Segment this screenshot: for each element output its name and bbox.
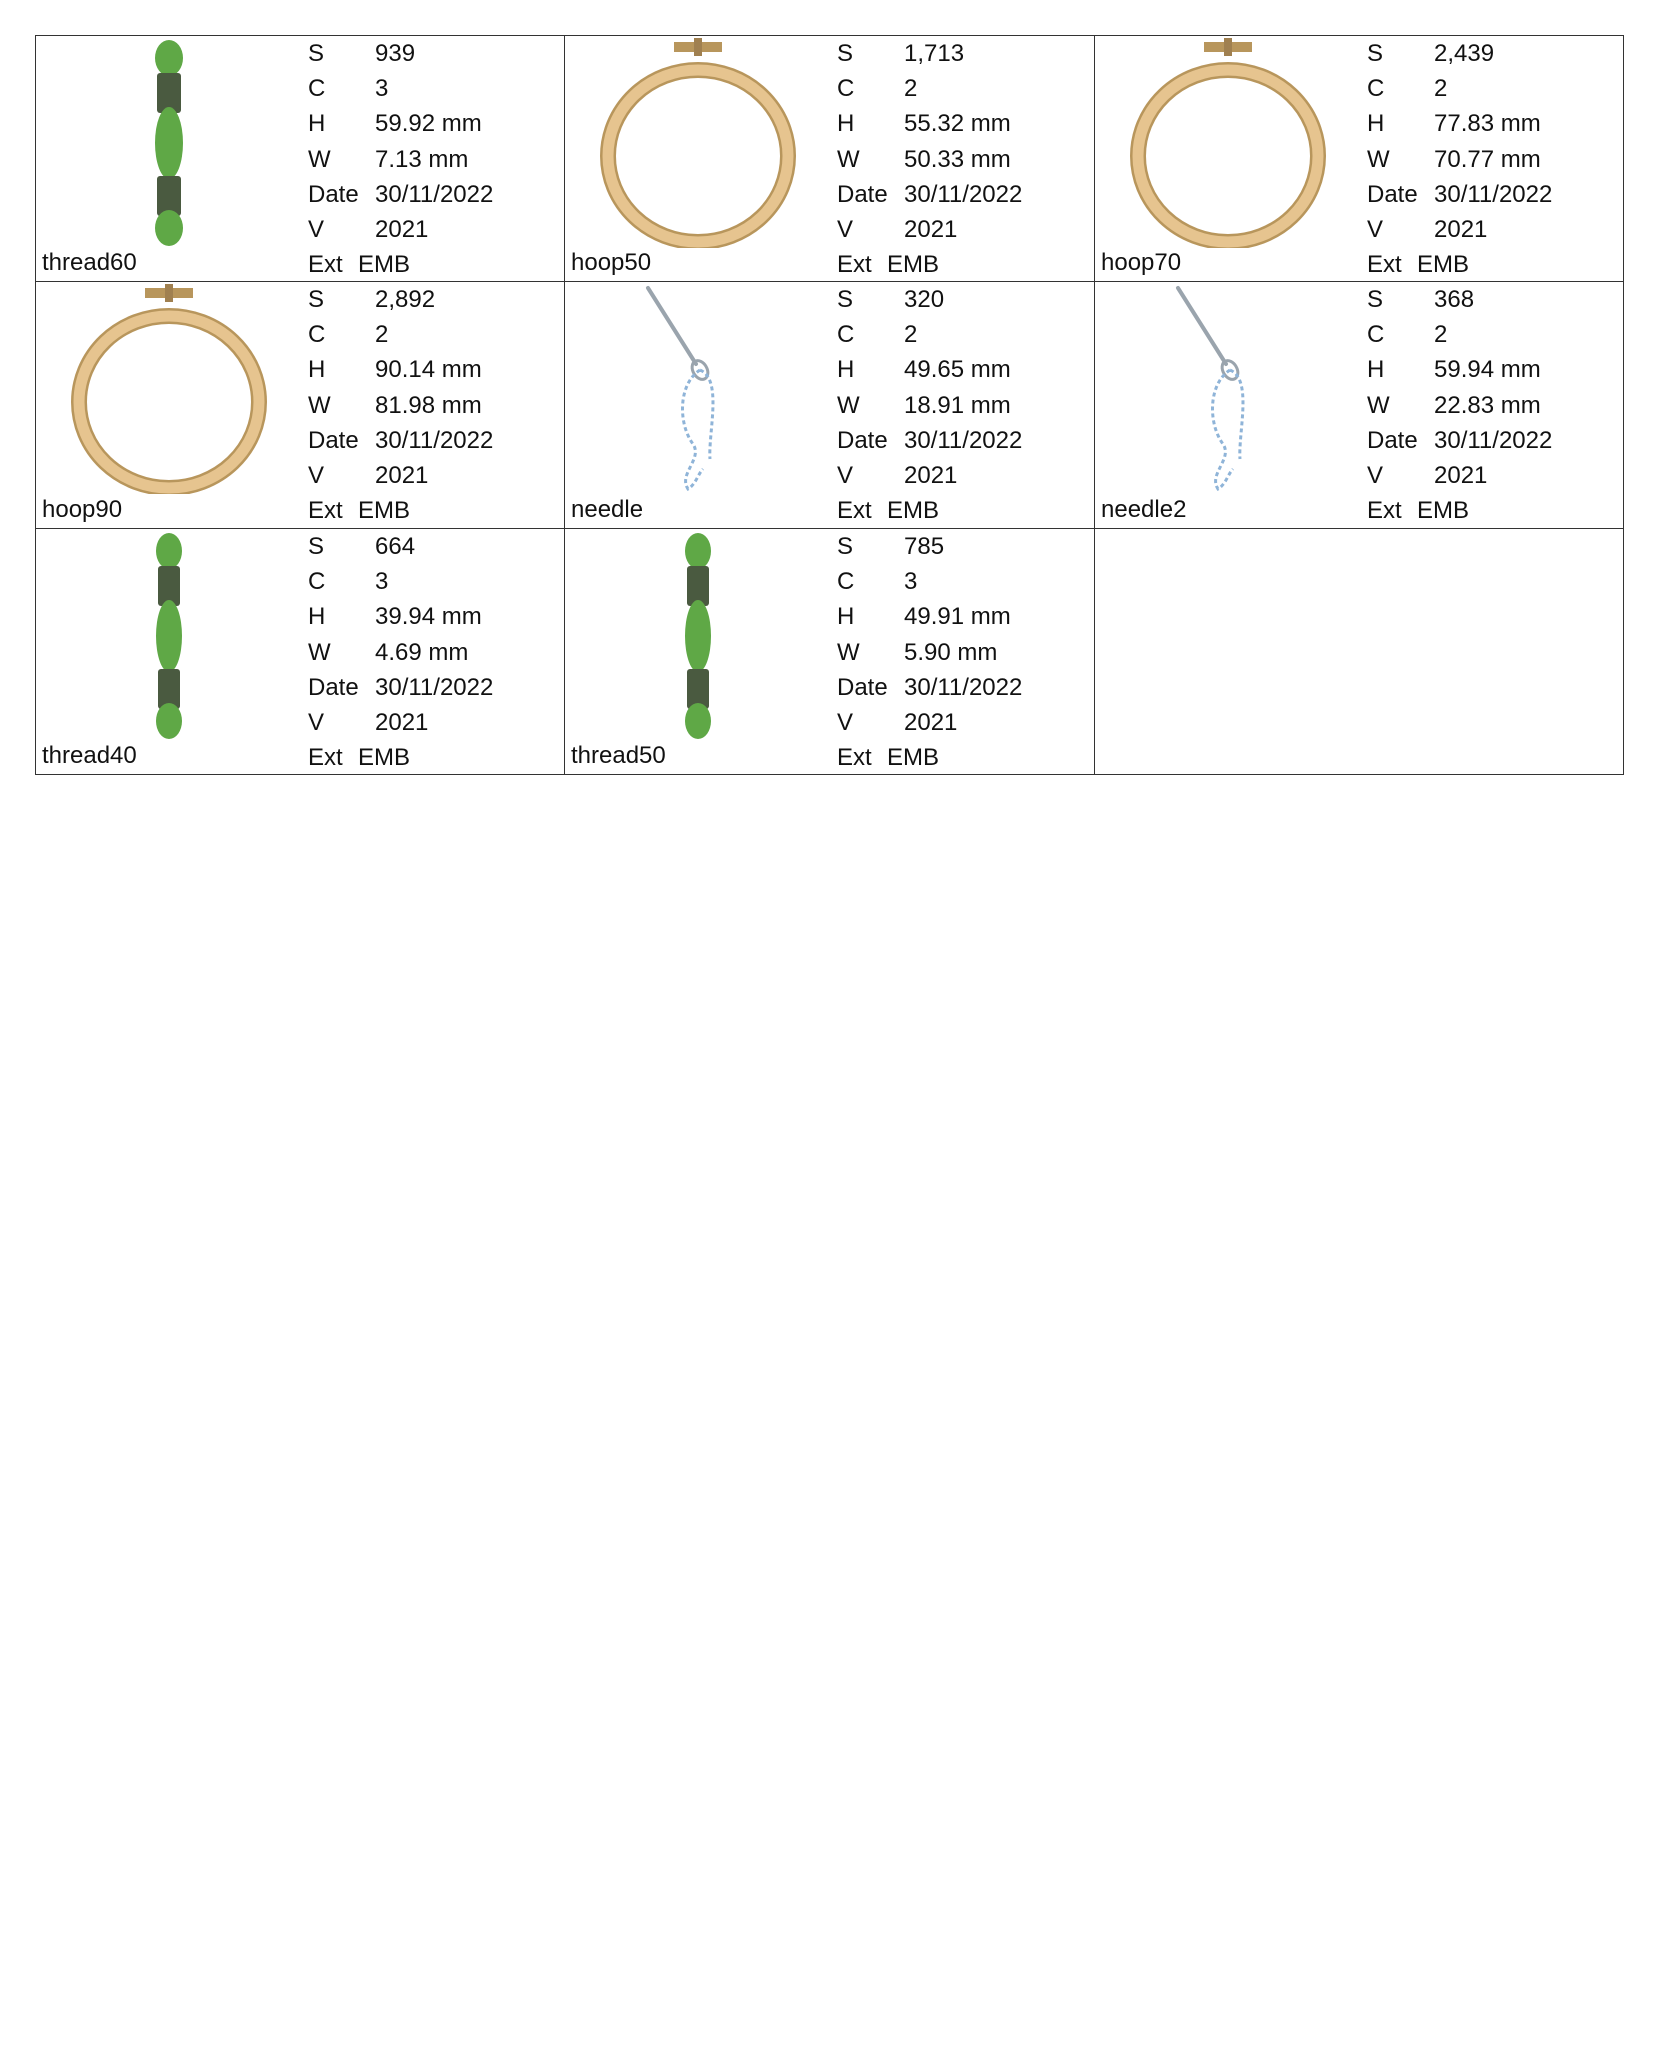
label-w: W [837, 145, 860, 173]
design-properties [1367, 38, 1617, 284]
label-date: Date [308, 673, 359, 701]
prop-date [837, 672, 1087, 707]
value-extension: EMB [1417, 497, 1470, 525]
prop-version [837, 460, 1087, 495]
value-width: 81.98 mm [375, 391, 482, 419]
value-colors: 2 [375, 321, 389, 349]
value-extension: EMB [887, 744, 940, 772]
prop-width [308, 390, 558, 425]
design-card [1095, 35, 1624, 282]
label-ext: Ext [837, 497, 872, 525]
label-c: C [837, 568, 855, 596]
design-card [35, 529, 565, 775]
prop-width [308, 144, 558, 179]
prop-extension [837, 742, 1087, 777]
label-c: C [1367, 75, 1385, 103]
label-s: S [308, 40, 325, 67]
label-s: S [308, 533, 325, 560]
value-colors: 2 [904, 321, 918, 349]
label-c: C [837, 321, 855, 349]
value-stitches: 2,892 [375, 286, 436, 313]
label-h: H [837, 110, 855, 138]
value-stitches: 664 [375, 533, 416, 560]
label-w: W [1367, 145, 1390, 173]
value-extension: EMB [358, 251, 411, 279]
value-version: 2021 [904, 215, 958, 243]
prop-version [1367, 460, 1617, 495]
design-name: hoop50 [571, 249, 652, 276]
label-c: C [1367, 321, 1385, 349]
value-height: 59.92 mm [375, 110, 482, 138]
label-s: S [837, 40, 854, 67]
prop-version [308, 460, 558, 495]
value-height: 49.91 mm [904, 603, 1011, 631]
design-properties [308, 531, 558, 777]
label-c: C [308, 321, 326, 349]
prop-version [837, 214, 1087, 249]
prop-height [1367, 108, 1617, 143]
label-ext: Ext [1367, 497, 1402, 525]
value-date: 30/11/2022 [904, 426, 1023, 454]
label-v: V [308, 708, 325, 736]
design-card [35, 35, 565, 282]
prop-extension [837, 249, 1087, 284]
design-card [565, 35, 1095, 282]
label-w: W [308, 638, 331, 666]
needle-thread-icon [585, 284, 810, 494]
prop-date [837, 179, 1087, 214]
prop-height [308, 354, 558, 389]
value-extension: EMB [887, 251, 940, 279]
label-date: Date [837, 426, 888, 454]
design-name: needle [571, 496, 644, 523]
label-h: H [1367, 110, 1385, 138]
prop-colors [1367, 73, 1617, 108]
value-height: 59.94 mm [1434, 356, 1541, 384]
design-properties [837, 531, 1087, 777]
label-h: H [837, 603, 855, 631]
value-stitches: 939 [375, 40, 416, 67]
prop-date [837, 425, 1087, 460]
prop-stitches [1367, 38, 1617, 73]
design-properties [837, 38, 1087, 284]
design-name: hoop70 [1101, 249, 1182, 276]
value-colors: 3 [375, 568, 389, 596]
prop-stitches [308, 38, 558, 73]
design-name: hoop90 [42, 496, 123, 523]
value-date: 30/11/2022 [375, 426, 494, 454]
label-h: H [308, 110, 326, 138]
value-version: 2021 [904, 708, 958, 736]
value-height: 49.65 mm [904, 356, 1011, 384]
label-v: V [1367, 215, 1384, 243]
design-properties [1367, 284, 1617, 530]
label-c: C [308, 75, 326, 103]
value-colors: 3 [904, 568, 918, 596]
value-width: 50.33 mm [904, 145, 1011, 173]
prop-width [837, 637, 1087, 672]
prop-date [308, 425, 558, 460]
label-h: H [837, 356, 855, 384]
label-w: W [308, 145, 331, 173]
value-stitches: 785 [904, 533, 945, 560]
prop-colors [308, 73, 558, 108]
design-name: thread60 [42, 249, 137, 276]
prop-extension [1367, 495, 1617, 530]
design-properties [308, 284, 558, 530]
value-stitches: 368 [1434, 286, 1475, 313]
value-date: 30/11/2022 [375, 180, 494, 208]
value-extension: EMB [1417, 251, 1470, 279]
design-properties [837, 284, 1087, 530]
value-date: 30/11/2022 [904, 180, 1023, 208]
prop-date [308, 179, 558, 214]
embroidery-hoop-icon [1115, 38, 1340, 248]
prop-date [308, 672, 558, 707]
value-stitches: 320 [904, 286, 945, 313]
value-colors: 2 [904, 75, 918, 103]
label-s: S [837, 286, 854, 313]
prop-height [837, 108, 1087, 143]
design-name: needle2 [1101, 496, 1187, 523]
design-name: thread50 [571, 742, 666, 769]
value-height: 77.83 mm [1434, 110, 1541, 138]
prop-extension [308, 495, 558, 530]
label-s: S [308, 286, 325, 313]
prop-extension [837, 495, 1087, 530]
prop-height [837, 601, 1087, 636]
prop-version [308, 214, 558, 249]
value-date: 30/11/2022 [1434, 426, 1553, 454]
design-card [565, 282, 1095, 529]
prop-extension [1367, 249, 1617, 284]
label-v: V [837, 708, 854, 736]
embroidery-hoop-icon [585, 38, 810, 248]
needle-thread-icon [1115, 284, 1340, 494]
value-width: 5.90 mm [904, 638, 998, 666]
prop-colors [837, 319, 1087, 354]
prop-date [1367, 425, 1617, 460]
prop-height [308, 601, 558, 636]
label-h: H [308, 603, 326, 631]
value-date: 30/11/2022 [904, 673, 1023, 701]
value-date: 30/11/2022 [375, 673, 494, 701]
thread-skein-icon [56, 531, 281, 741]
prop-colors [1367, 319, 1617, 354]
label-date: Date [837, 180, 888, 208]
label-ext: Ext [837, 251, 872, 279]
label-v: V [1367, 461, 1384, 489]
prop-colors [308, 319, 558, 354]
label-ext: Ext [308, 251, 343, 279]
prop-version [308, 707, 558, 742]
label-ext: Ext [308, 744, 343, 772]
label-h: H [1367, 356, 1385, 384]
design-properties [308, 38, 558, 284]
prop-date [1367, 179, 1617, 214]
label-v: V [837, 215, 854, 243]
value-width: 7.13 mm [375, 145, 469, 173]
label-v: V [837, 461, 854, 489]
value-date: 30/11/2022 [1434, 180, 1553, 208]
thread-skein-icon [56, 38, 281, 248]
value-height: 90.14 mm [375, 356, 482, 384]
value-version: 2021 [375, 708, 429, 736]
prop-extension [308, 249, 558, 284]
prop-stitches [837, 38, 1087, 73]
label-v: V [308, 215, 325, 243]
prop-colors [837, 73, 1087, 108]
label-date: Date [308, 426, 359, 454]
value-colors: 3 [375, 75, 389, 103]
value-colors: 2 [1434, 321, 1448, 349]
label-w: W [837, 391, 860, 419]
prop-stitches [308, 284, 558, 319]
prop-width [837, 144, 1087, 179]
value-extension: EMB [887, 497, 940, 525]
value-version: 2021 [904, 461, 958, 489]
value-width: 4.69 mm [375, 638, 469, 666]
empty-card [1095, 529, 1624, 775]
design-card [1095, 282, 1624, 529]
value-extension: EMB [358, 744, 411, 772]
prop-stitches [1367, 284, 1617, 319]
value-width: 22.83 mm [1434, 391, 1541, 419]
prop-colors [837, 566, 1087, 601]
prop-width [1367, 390, 1617, 425]
label-s: S [837, 533, 854, 560]
label-date: Date [837, 673, 888, 701]
value-version: 2021 [1434, 215, 1488, 243]
design-card [35, 282, 565, 529]
thread-skein-icon [585, 531, 810, 741]
value-height: 55.32 mm [904, 110, 1011, 138]
label-w: W [837, 638, 860, 666]
prop-stitches [837, 284, 1087, 319]
prop-width [837, 390, 1087, 425]
label-c: C [837, 75, 855, 103]
prop-colors [308, 566, 558, 601]
label-w: W [308, 391, 331, 419]
value-colors: 2 [1434, 75, 1448, 103]
label-h: H [308, 356, 326, 384]
value-version: 2021 [375, 461, 429, 489]
label-date: Date [308, 180, 359, 208]
design-name: thread40 [42, 742, 137, 769]
embroidery-hoop-icon [56, 284, 281, 494]
prop-width [308, 637, 558, 672]
label-ext: Ext [1367, 251, 1402, 279]
label-ext: Ext [308, 497, 343, 525]
prop-height [308, 108, 558, 143]
value-stitches: 2,439 [1434, 40, 1495, 67]
label-c: C [308, 568, 326, 596]
prop-stitches [837, 531, 1087, 566]
design-card [565, 529, 1095, 775]
value-stitches: 1,713 [904, 40, 965, 67]
value-extension: EMB [358, 497, 411, 525]
label-ext: Ext [837, 744, 872, 772]
prop-stitches [308, 531, 558, 566]
value-width: 18.91 mm [904, 391, 1011, 419]
prop-extension [308, 742, 558, 777]
label-s: S [1367, 40, 1384, 67]
design-catalog-sheet [35, 35, 1624, 775]
label-date: Date [1367, 426, 1418, 454]
label-v: V [308, 461, 325, 489]
prop-height [837, 354, 1087, 389]
prop-width [1367, 144, 1617, 179]
prop-version [837, 707, 1087, 742]
prop-height [1367, 354, 1617, 389]
value-width: 70.77 mm [1434, 145, 1541, 173]
value-version: 2021 [375, 215, 429, 243]
value-version: 2021 [1434, 461, 1488, 489]
label-date: Date [1367, 180, 1418, 208]
label-s: S [1367, 286, 1384, 313]
prop-version [1367, 214, 1617, 249]
value-height: 39.94 mm [375, 603, 482, 631]
label-w: W [1367, 391, 1390, 419]
